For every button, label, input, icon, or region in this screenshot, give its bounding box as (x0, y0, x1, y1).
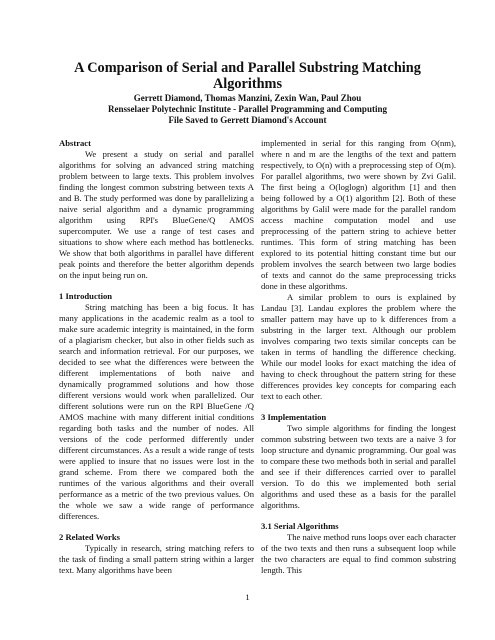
related-body-start: Typically in research, string matching refers to the task of finding a small pattern string within a larger text. Many algorithms have been (59, 543, 254, 575)
right-column (261, 138, 456, 576)
abstract-body: We present a study on serial and parallel algorithms for solving an advanced string matching problem between to large texts. This problem involves finding the longest common substring between texts A and B. The study performed was done by parallelizing a naive serial algorithm and a dynamic programming algorithm using RPI's BlueGene/Q AMOS supercomputer. We use a range of test cases and situations to show where each method has bottlenecks. We show that both algorithms in parallel have different peak points and therefore the better algorithm depends on the input being run on. (59, 149, 254, 280)
related-heading: 2 Related Works (59, 532, 120, 542)
serial-body: The naive method runs loops over each character of the two texts and then runs a subsequent loop while the two characters are equal to find common substring length. This (261, 532, 456, 575)
serial-heading: 3.1 Serial Algorithms (261, 521, 339, 531)
file-note: File Saved to Gerrett Diamond's Account (168, 115, 327, 125)
intro-heading: 1 Introduction (59, 291, 113, 301)
left-column (59, 138, 254, 576)
related-body-cont: implemented in serial for this ranging from O(nm), where n and m are the lengths of the text and pattern respectively, to O(n) with a preprocessing step of O(m). For parallel algorithms, two were shown by Zvi Galil. The first being a O(loglogn) algorithm [1] and then being followed by a O(1) algorithm [2]. Both of these algorithms by Galil were made for the parallel random access machine computation model and use preprocessing of the pattern string to achieve better runtimes. This form of string matching has been explored to its potential hitting constant time but our problem involves the search between two large bodies of texts and cannot do the same preprocessing tricks done in these algorithms. (261, 138, 456, 291)
author-block (40, 93, 455, 126)
author-names: Gerrett Diamond, Thomas Manzini, Zexin Wan, Paul Zhou (133, 93, 362, 103)
paper-title: A Comparison of Serial and Parallel Substring Matching Algorithms (74, 60, 421, 92)
page-number: 1 (245, 592, 250, 602)
abstract-heading: Abstract (59, 138, 91, 148)
author-affiliation: Rensselaer Polytechnic Institute - Parallel Programming and Computing (108, 104, 387, 114)
related-body-2: A similar problem to ours is explained by Landau [3]. Landau explores the problem where the smaller pattern may have up to k differences from a substring in the larger text. Although our problem involves comparing two texts similar concepts can be taken in terms of handling the difference checking. While our model looks for exact matching the idea of having to check throughout the pattern string for these differences provides key concepts for comparing each text to each other. (261, 292, 456, 401)
intro-body: String matching has been a big focus. It has many applications in the academic realm as a tool to make sure academic integrity is maintained, in the form of a plagiarism checker, but also in other fields such as search and information retrieval. For our purposes, we decided to see what the differences were between the different implementations of both naive and dynamically programmed solutions and how those different versions would work when parallelized. Our different solutions were run on the RPI BlueGene /Q AMOS machine with many different initial conditions regarding both tasks and the number of nodes. All versions of the code performed differently under different circumstances. As a result a wide range of tests were applied to insure that no issues were lost in the grand scheme. From there we compared both the runtimes of the various algorithms and their overall performance as a metric of the two previous values. On the whole we saw a wide range of performance differences. (59, 302, 254, 521)
implementation-body: Two simple algorithms for finding the longest common substring between two texts are a naive 3 for loop structure and dynamic programming. Our goal was to compare these two methods both in serial and parallel and see if their differences carried over to parallel version. To do this we implemented both serial algorithms and used these as a basis for the parallel algorithms. (261, 423, 456, 510)
implementation-heading: 3 Implementation (261, 412, 327, 422)
